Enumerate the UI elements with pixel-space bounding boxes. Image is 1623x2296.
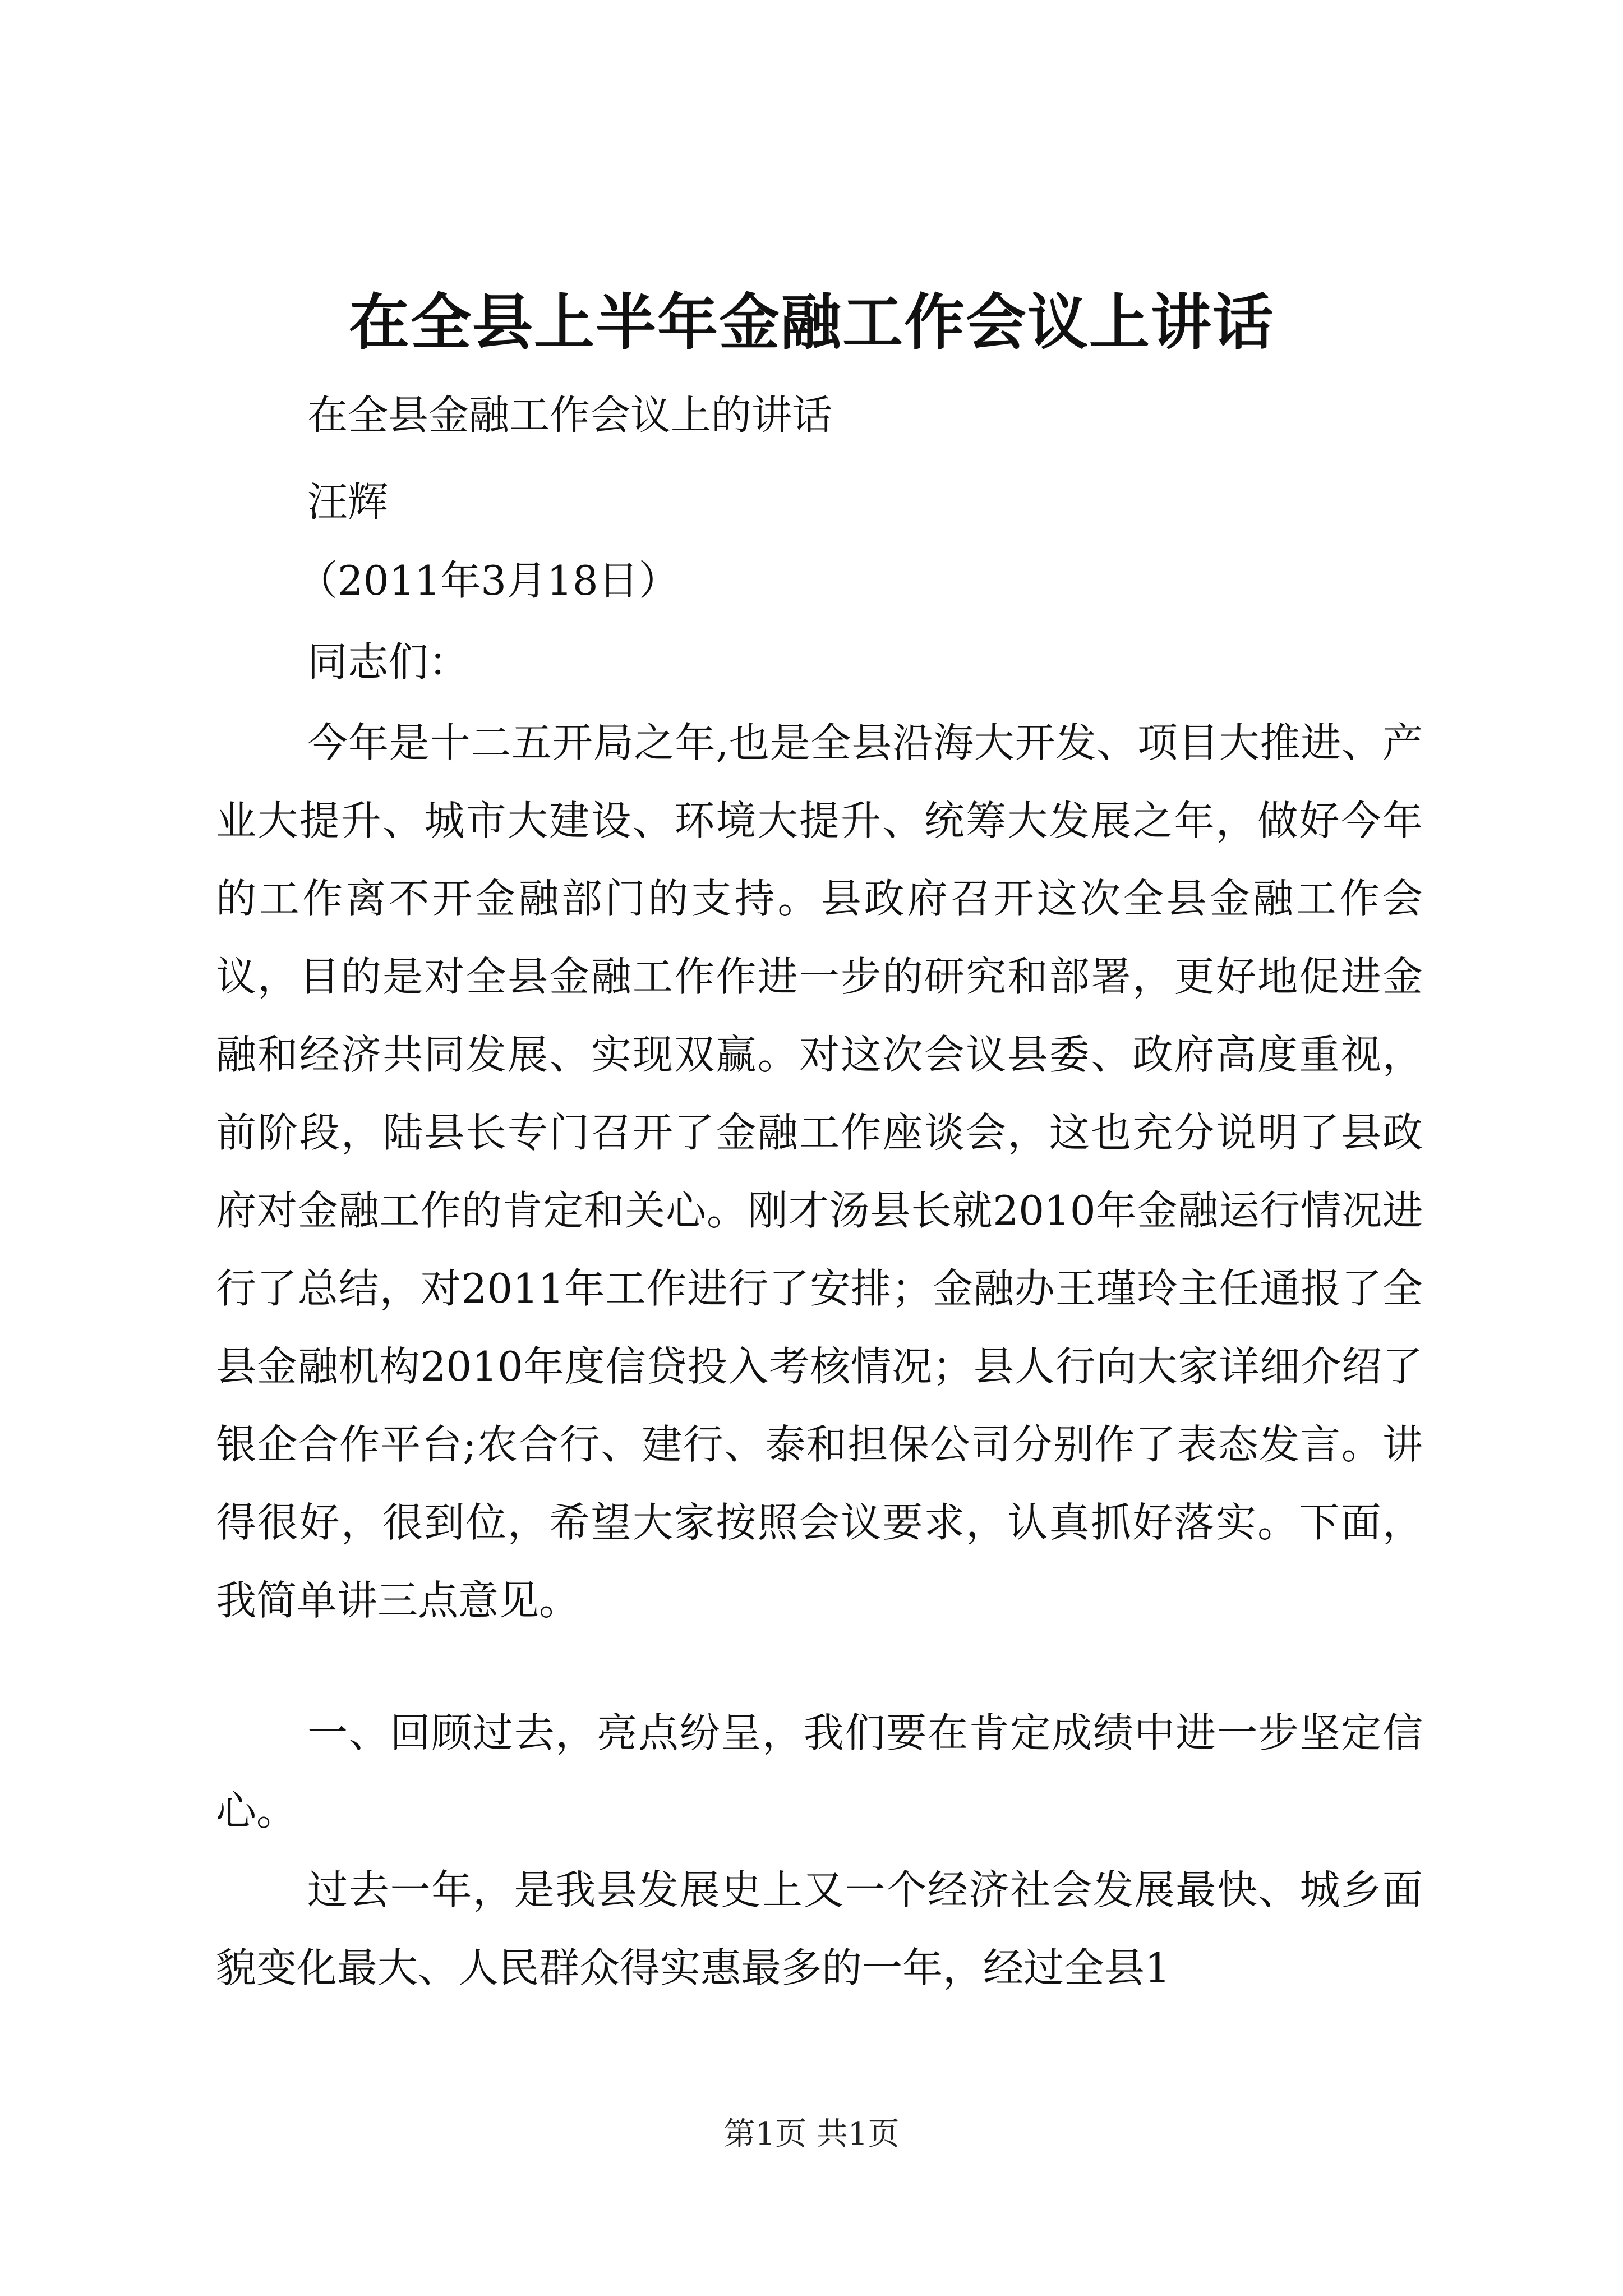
section-heading: 一、回顾过去，亮点纷呈，我们要在肯定成绩中进一步坚定信心。 [216,1709,1423,1834]
greeting: 同志们： [307,638,469,685]
document-title: 在全县上半年金融工作会议上讲话 [348,287,1274,358]
speech-subtitle: 在全县金融工作会议上的讲话 [307,392,833,439]
author-name: 汪辉 [307,478,389,526]
page-number: 第1页 共1页 [723,2116,900,2152]
body-paragraph: 过去一年，是我县发展史上又一个经济社会发展最快、城乡面貌变化最大、人民群众得实惠最多的一年，经过全县1 [216,1866,1423,1991]
speech-date: （2011年3月18日） [297,557,679,604]
body-paragraph: 今年是十二五开局之年,也是全县沿海大开发、项目大推进、产业大提升、城市大建设、环境大提升、统筹大发展之年，做好今年的工作离不开金融部门的支持。县政府召开这次全县金融工作会议，目的是对全县金融工作作进一步的研究和部署，更好地促进金融和经济共同发展、实现双赢。对这次会议县委、政府高度重视，前阶段，陆县长专门召开了金融工作座谈会，这也充分说明了县政府对金融工作的肯定和关心。刚才汤县长就2010年金融运行情况进行了总结，对2011年工作进行了安排；金融办王瑾玲主任通报了全县金融机构2010年度信贷投入考核情况；县人行向大家详细介绍了银企合作平台;农合行、建行、泰和担保公司分别作了表态发言。讲得很好，很到位，希望大家按照会议要求，认真抓好落实。下面，我简单讲三点意见。 [216,719,1423,1624]
